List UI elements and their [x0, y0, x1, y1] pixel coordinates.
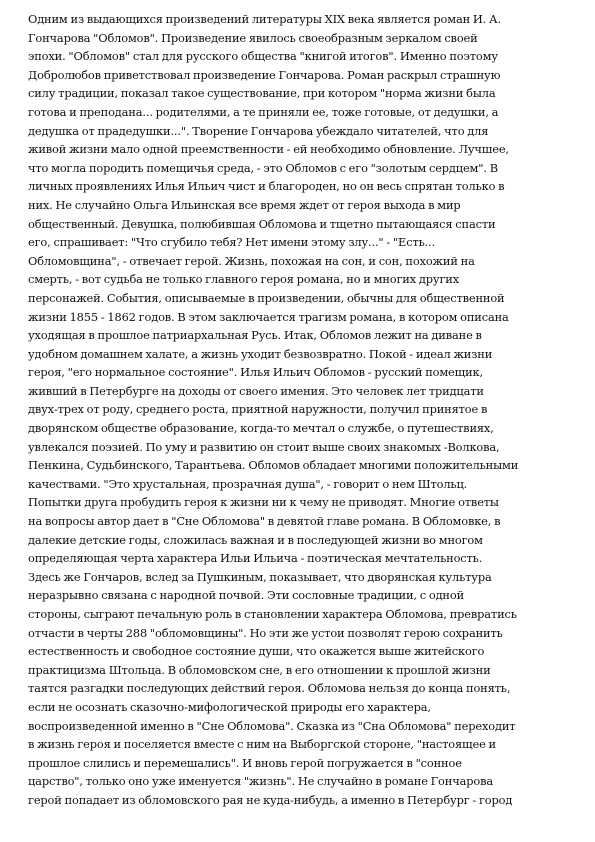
text-line: смерть, - вот судьба не только главного героя романа, но и многих других	[28, 272, 459, 287]
text-line: далекие детские годы, сложилась важная и в последующей жизни во многом	[28, 532, 483, 547]
text-line: двух-трех от роду, среднего роста, приятной наружности, получил принятое в	[28, 402, 488, 417]
text-line: личных проявлениях Илья Ильич чист и благороден, но он весь спрятан только в	[28, 179, 505, 194]
text-line: Здесь же Гончаров, вслед за Пушкиным, показывает, что дворянская культура	[28, 569, 492, 584]
text-line: дворянском обществе образование, когда-то мечтал о службе, о путешествиях,	[28, 421, 494, 436]
text-line: практицизма Штольца. В обломовском сне, в его отношении к прошлой жизни	[28, 662, 491, 677]
text-line: стороны, сыграют печальную роль в становлении характера Обломова, превратись	[28, 607, 517, 621]
text-line: воспроизведенной именно в "Сне Обломова". Сказка из "Сна Обломова" переходит	[28, 718, 516, 733]
essay-text	[28, 10, 576, 810]
text-line: готова и преподана... родителями, а те приняли ее, тоже готовые, от дедушки, а	[28, 104, 499, 119]
text-line: царство", только оно уже именуется "жизнь". Не случайно в романе Гончарова	[28, 774, 493, 789]
text-line: героя, "его нормальное состояние". Илья Ильич Обломов - русский помещик,	[28, 365, 483, 380]
text-line: качествами. "Это хрустальная, прозрачная душа", - говорит о нем Штольц.	[28, 476, 468, 491]
text-line: на вопросы автор дает в "Сне Обломова" в девятой главе романа. В Обломовке, в	[28, 514, 501, 529]
text-line: живой жизни мало одной преемственности - ей необходимо обновление. Лучшее,	[28, 142, 509, 157]
text-line: естественность и свободное состояние души, что окажется выше житейского	[28, 644, 485, 659]
text-line: что могла породить помещичья среда, - это Обломов с его "золотым сердцем". В	[28, 160, 498, 175]
text-line: отчасти в черты 288 "обломовщины". Но эти же устои позволят герою сохранить	[28, 625, 503, 640]
text-line: уходящая в прошлое патриархальная Русь. Итак, Обломов лежит на диване в	[28, 328, 482, 343]
text-line: прошлое слились и перемешались". И вновь герой погружается в "сонное	[28, 755, 462, 770]
text-line: Обломовщина", - отвечает герой. Жизнь, похожая на сон, и сон, похожий на	[28, 253, 475, 268]
text-line: живший в Петербурге на доходы от своего имения. Это человек лет тридцати	[28, 383, 484, 398]
text-line: Попытки друга пробудить героя к жизни ни к чему не приводят. Многие ответы	[28, 495, 499, 510]
text-line: жизни 1855 - 1862 годов. В этом заключается трагизм романа, в котором описана	[28, 309, 509, 324]
text-line: них. Не случайно Ольга Ильинская все время ждет от героя выхода в мир	[28, 197, 461, 212]
text-line: дедушка от прадедушки...". Творение Гончарова убеждало читателей, что для	[28, 123, 489, 138]
text-line: неразрывно связана с народной почвой. Эти сословные традиции, с одной	[28, 588, 465, 603]
text-line: его, спрашивает: "Что сгубило тебя? Нет имени этому злу..." - "Есть...	[28, 235, 436, 250]
text-line: силу традиции, показал такое существование, при котором "норма жизни была	[28, 86, 496, 101]
text-line: определяющая черта характера Ильи Ильича - поэтическая мечтательность.	[28, 551, 483, 566]
text-line: удобном домашнем халате, а жизнь уходит безвозвратно. Покой - идеал жизни	[28, 346, 493, 361]
text-line: персонажей. События, описываемые в произведении, обычны для общественной	[28, 290, 505, 305]
text-line: эпохи. "Обломов" стал для русского общества "книгой итогов". Именно поэтому	[28, 49, 498, 64]
text-line: в жизнь героя и поселяется вместе с ним на Выборгской стороне, "настоящее и	[28, 737, 496, 752]
text-line: таятся разгадки последующих действий героя. Обломова нельзя до конца понять,	[28, 681, 511, 696]
text-line: герой попадает из обломовского рая не куда-нибудь, а именно в Петербург - город	[28, 792, 513, 807]
text-line: Добролюбов приветствовал произведение Гончарова. Роман раскрыл страшную	[28, 67, 501, 82]
text-line: общественный. Девушка, полюбившая Обломова и тщетно пытающаяся спасти	[28, 216, 496, 231]
text-line: увлекался поэзией. По уму и развитию он стоит выше своих знакомых -Волкова,	[28, 439, 500, 454]
text-line: Гончарова "Обломов". Произведение явилось своеобразным зеркалом своей	[28, 30, 478, 45]
text-line: Одним из выдающихся произведений литературы XIX века является роман И. А.	[28, 12, 501, 26]
text-line: Пенкина, Судьбинского, Тарантьева. Обломов обладает многими положительными	[28, 458, 519, 473]
text-line: если не осознать сказочно-мифологической природы его характера,	[28, 699, 431, 714]
